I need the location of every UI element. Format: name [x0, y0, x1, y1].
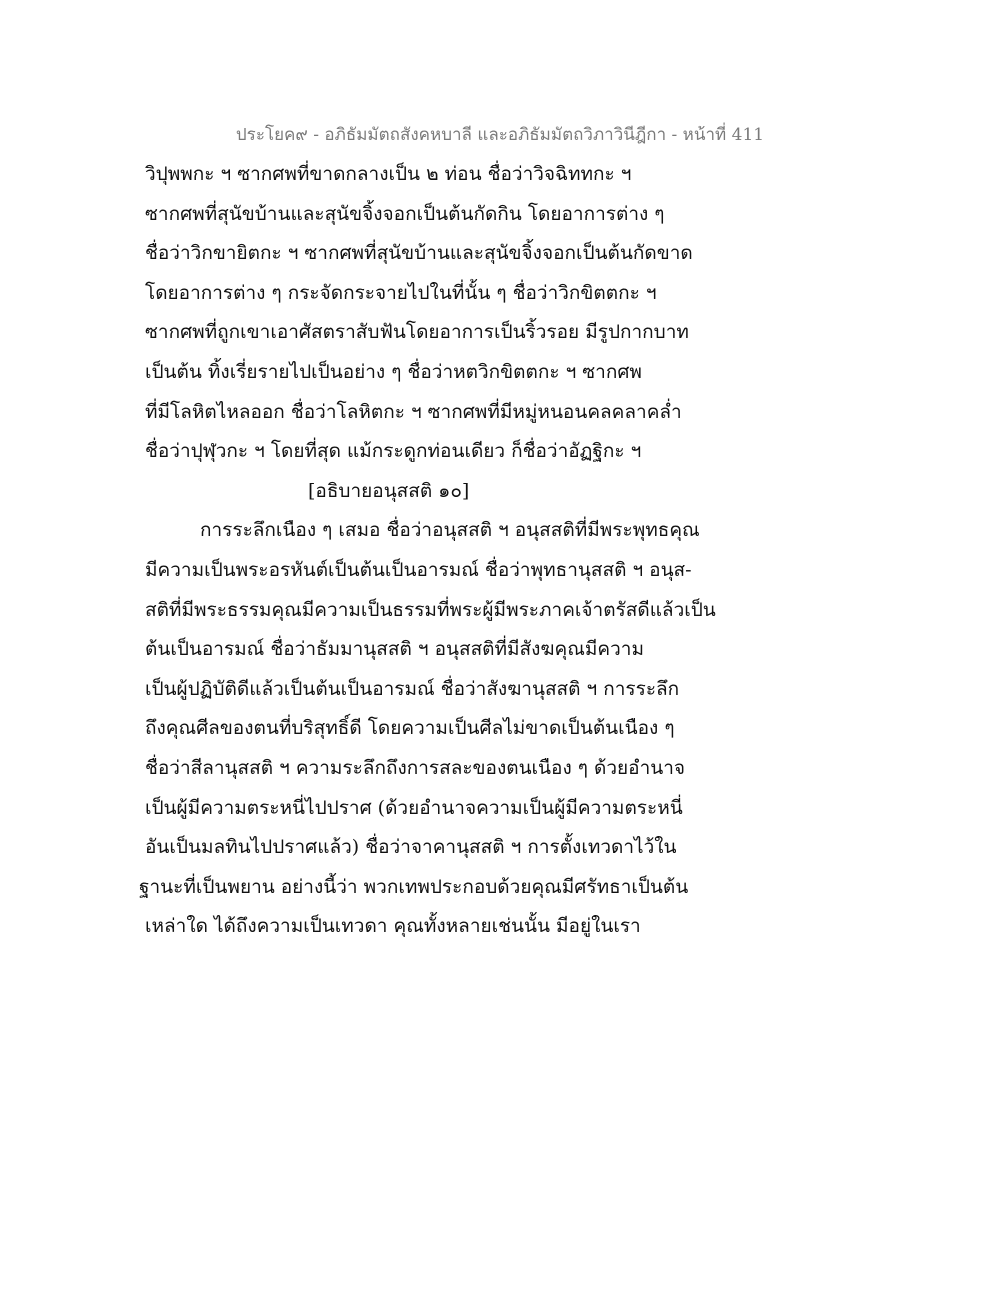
text-line: อันเป็นมลทินไปปราศแล้ว) ชื่อว่าจาคานุสสติ ฯ การตั้งเทวดาไว้ใน: [145, 836, 677, 859]
text-line: เป็นผู้ปฏิบัติดีแล้วเป็นต้นเป็นอารมณ์ ชื่อว่าสังฆานุสสติ ฯ การระลึก: [145, 677, 680, 700]
text-line: มีความเป็นพระอรหันต์เป็นต้นเป็นอารมณ์ ชื่อว่าพุทธานุสสติ ฯ อนุส-: [145, 558, 692, 581]
text-line: วิปุพพกะ ฯ ซากศพที่ขาดกลางเป็น ๒ ท่อน ชื่อว่าวิจฉิททกะ ฯ: [145, 163, 632, 185]
text-line: ต้นเป็นอารมณ์ ชื่อว่าธัมมานุสสติ ฯ อนุสสติที่มีสังฆคุณมีความ: [145, 638, 644, 661]
text-line: ซากศพที่สุนัขบ้านและสุนัขจิ้งจอกเป็นต้นกัดกิน โดยอาการต่าง ๆ: [145, 202, 665, 225]
text-line: ชื่อว่าสีลานุสสติ ฯ ความระลึกถึงการสละของตนเนือง ๆ ด้วยอำนาจ: [145, 756, 686, 779]
running-header: [0, 121, 1000, 148]
text-line: ฐานะที่เป็นพยาน อย่างนี้ว่า พวกเทพประกอบด้วยคุณมีศรัทธาเป็นต้น: [139, 875, 689, 898]
text-line: โดยอาการต่าง ๆ กระจัดกระจายไปในที่นั้น ๆ ชื่อว่าวิกขิตตกะ ฯ: [145, 281, 657, 304]
section-heading: [อธิบายอนุสสติ ๑๐]: [308, 479, 470, 502]
text-line: ชื่อว่าวิกขายิตกะ ฯ ซากศพที่สุนัขบ้านและสุนัขจิ้งจอกเป็นต้นกัดขาด: [145, 242, 693, 265]
text-line: เหล่าใด ได้ถึงความเป็นเทวดา คุณทั้งหลายเช่นนั้น มีอยู่ในเรา: [145, 915, 641, 938]
text-line: ชื่อว่าปุฬุวกะ ฯ โดยที่สุด แม้กระดูกท่อนเดียว ก็ชื่อว่าอัฏฐิกะ ฯ: [145, 440, 642, 463]
text-line: ซากศพที่ถูกเขาเอาศัสตราสับฟันโดยอาการเป็นริ้วรอย มีรูปกากบาท: [145, 321, 689, 344]
body-text: [139, 155, 865, 947]
text-line: ที่มีโลหิตไหลออก ชื่อว่าโลหิตกะ ฯ ซากศพที่มีหมู่หนอนคลคลาคล่ำ: [145, 400, 682, 423]
text-line: เป็นผู้มีความตระหนี่ไปปราศ (ด้วยอำนาจความเป็นผู้มีความตระหนี่: [145, 796, 683, 819]
text-line: เป็นต้น ทิ้งเรี่ยรายไปเป็นอย่าง ๆ ชื่อว่าหตวิกขิตตกะ ฯ ซากศพ: [145, 360, 642, 383]
text-line: สติที่มีพระธรรมคุณมีความเป็นธรรมที่พระผู้มีพระภาคเจ้าตรัสดีแล้วเป็น: [145, 598, 716, 621]
text-line: ถึงคุณศีลของตนที่บริสุทธิ์ดี โดยความเป็นศีลไม่ขาดเป็นต้นเนือง ๆ: [145, 717, 675, 740]
paragraph-first-line: การระลึกเนือง ๆ เสมอ ชื่อว่าอนุสสติ ฯ อนุสสติที่มีพระพุทธคุณ: [200, 519, 700, 542]
running-header-text: ประโยค๙ - อภิธัมมัตถสังคหบาลี และอภิธัมมัตถวิภาวินีฎีกา - หน้าที่ 411: [235, 125, 765, 145]
